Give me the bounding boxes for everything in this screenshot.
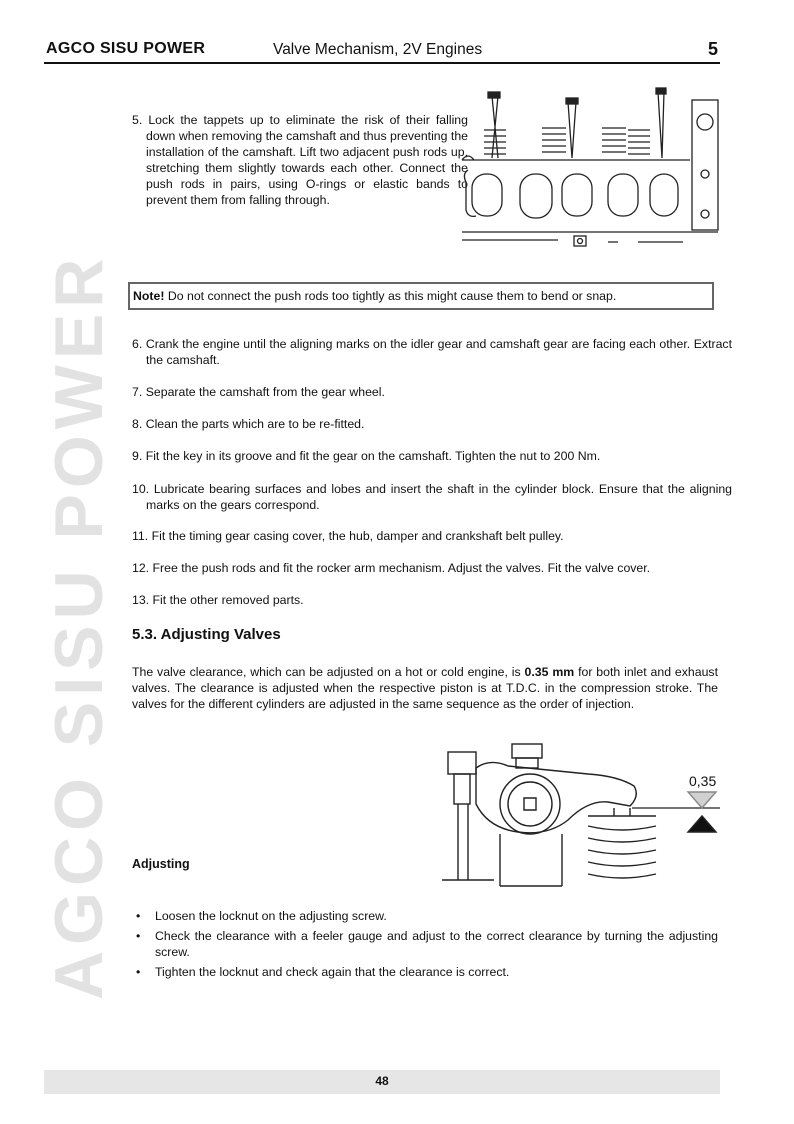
section-heading: 5.3. Adjusting Valves (132, 626, 281, 643)
adjusting-steps-list (132, 908, 718, 984)
step-7 (132, 384, 718, 400)
step-text: Fit the timing gear casing cover, the hub, damper and crankshaft belt pulley. (151, 529, 564, 543)
chapter-number: 5 (708, 39, 719, 59)
step-number: 6. (132, 337, 143, 351)
list-item-text: Check the clearance with a feeler gauge and adjust to the correct clearance by turning the adjusting screw. (155, 929, 718, 959)
step-text: Separate the camshaft from the gear wheel. (145, 385, 385, 399)
step-9 (132, 448, 718, 464)
step-text: Free the push rods and fit the rocker arm mechanism. Adjust the valves. Fit the valve cover. (152, 561, 651, 575)
step-text: Fit the other removed parts. (152, 593, 304, 607)
header-divider (44, 62, 720, 64)
clearance-value: 0.35 mm (524, 665, 575, 679)
step-number: 10. (132, 482, 150, 496)
step-text: Lubricate bearing surfaces and lobes and insert the shaft in the cylinder block. Ensure that the aligning marks on the gears correspond. (146, 482, 732, 512)
step-text: Lock the tappets up to eliminate the risk of their falling down when removing the camshaft and thus preventing the installation of the camshaft. Lift two adjacent push rods up, stretching them slightly towards each other. Connect the push rods in pairs, using O-rings or elastic bands to prevent them from falling through. (146, 113, 468, 207)
step-12 (132, 560, 718, 576)
step-number: 5. (132, 113, 143, 127)
cylinder-head-illustration (458, 82, 722, 252)
bullet-icon: • (136, 929, 141, 943)
step-5 (132, 112, 468, 208)
step-text: Crank the engine until the aligning marks on the idler gear and camshaft gear are facing each other. Extract the camshaft. (145, 337, 733, 367)
note-label: Note! (133, 289, 165, 303)
list-item (132, 928, 718, 960)
step-text: Clean the parts which are to be re-fitted. (145, 417, 365, 431)
side-watermark: AGCO SISU POWER (41, 252, 117, 1000)
step-8 (132, 416, 718, 432)
step-number: 7. (132, 385, 143, 399)
rocker-arm-illustration (438, 740, 720, 890)
intro-text-before: The valve clearance, which can be adjusted on a hot or cold engine, is (132, 665, 525, 679)
step-number: 13. (132, 593, 150, 607)
note-text: Do not connect the push rods too tightly as this might cause them to bend or snap. (167, 289, 617, 303)
step-number: 12. (132, 561, 150, 575)
list-item (132, 964, 718, 980)
step-13 (132, 592, 718, 608)
page-number: 48 (375, 1074, 389, 1088)
bullet-icon: • (136, 909, 141, 923)
section-intro (132, 664, 718, 712)
list-item-text: Tighten the locknut and check again that the clearance is correct. (155, 965, 510, 979)
step-number: 9. (132, 449, 143, 463)
intro-text-after: for both inlet and exhaust valves. The clearance is adjusted when the respective piston is at T.D.C. in the compression stroke. The valves for the different cylinders are adjusted in the same sequence as the order of injection. (132, 665, 718, 711)
step-number: 8. (132, 417, 143, 431)
step-11 (132, 528, 718, 544)
page-header-title: Valve Mechanism, 2V Engines (273, 41, 483, 58)
step-number: 11. (132, 529, 149, 543)
brand-logo-text: AGCO SISU POWER (46, 40, 206, 57)
note-box (128, 282, 714, 310)
list-item-text: Loosen the locknut on the adjusting screw. (155, 909, 387, 923)
step-10 (132, 481, 732, 513)
adjusting-heading: Adjusting (132, 857, 190, 871)
clearance-figure-label: 0,35 (689, 773, 717, 789)
list-item (132, 908, 718, 924)
bullet-icon: • (136, 965, 141, 979)
step-6 (132, 336, 732, 368)
step-text: Fit the key in its groove and fit the gear on the camshaft. Tighten the nut to 200 Nm. (145, 449, 601, 463)
